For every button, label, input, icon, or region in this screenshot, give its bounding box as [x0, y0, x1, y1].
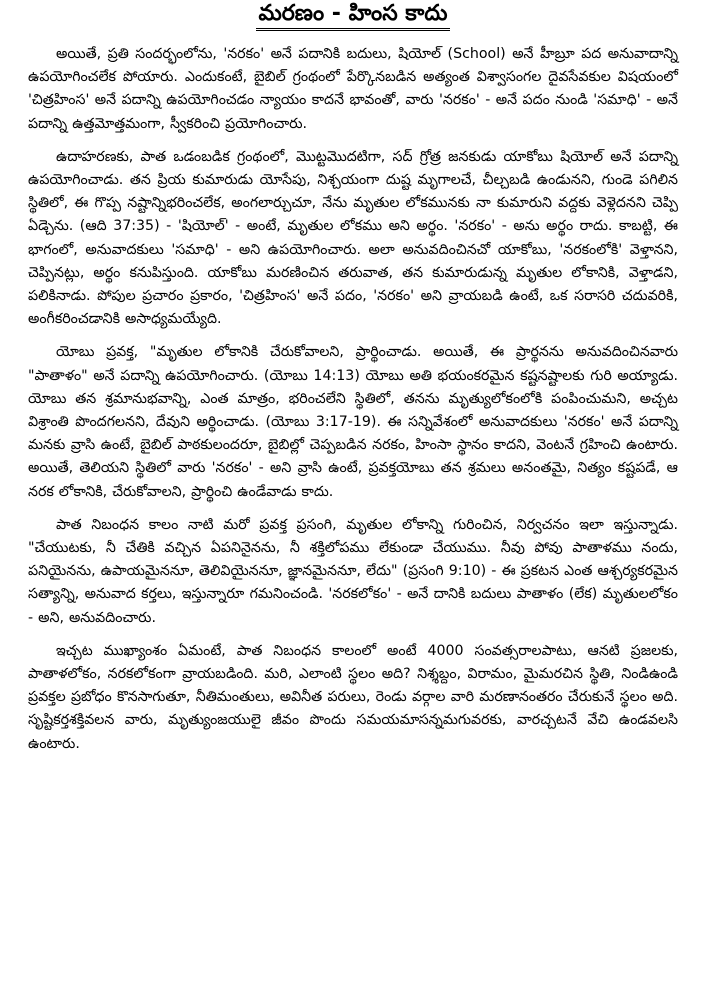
paragraph-1: అయితే, ప్రతి సందర్భంలోను, 'నరకం' అనే పదానికి బదులు, షియోల్ (School) అనే హీబ్రూ పద అనువాదాన్ని ఉపయోగించలేక పోయారు. ఎందుకంటే, బైబిల్ గ్రంథంలో పేర్కొనబడిన అత్యంత విశ్వాసంగల దైవసేవకుల విషయంలో 'చిత్రహింస' అనే పదాన్ని ఉపయోగించడం న్యాయం కాదనే భావంతో, వారు 'నరకం' - అనే పదం నుండి 'సమాధి' - అనే పదాన్ని ఉత్తమోత్తమంగా, స్వీకరించి ప్రయోగించారు.	[28, 46, 678, 132]
document-title: మరణం - హింస కాదు	[256, 1, 449, 31]
paragraph-5: ఇచ్చట ముఖ్యాంశం ఏమంటే, పాత నిబంధన కాలంలో అంటే 4000 సంవత్సరాలపాటు, ఆనటి ప్రజలకు, పాతాళలోకం, నరకలోకంగా వ్రాయబడింది. మరి, ఎలాంటి స్థలం అది? నిశ్శబ్దం, విరామం, మైమరచిన స్థితి, నిండిఉండి ప్రవక్తల ప్రబోధం కొనసాగుతూ, నీతిమంతులు, అవినీత పరులు, రెండు వర్గాల వారి మరణానంతరం చేరుకునే స్థలం అది. సృష్టికర్తశక్తివలన వారు, మృత్యుంజయులై జీవం పొందు సమయమాసన్నమగువరకు, వారచ్చటనే వేచి ఉండవలసి ఉంటారు.	[28, 642, 678, 752]
paragraph-2: ఉదాహరణకు, పాత ఒడంబడిక గ్రంథంలో, మొట్టమొదటిగా, సద్ గ్రోత్ర జనకుడు యాకోబు షియోల్ అనే పదాన్ని ఉపయోగించాడు. తన ప్రియ కుమారుడు యోసేపు, నిశ్చయంగా దుష్ట మృగాలచే, చీల్చబడి ఉండునని, గుండె పగిలిన స్థితిలో, ఈ గొప్ప నష్టాన్నిభరించలేక, అంగలార్చుచూ, నేను మృతుల లోకమునకు నా కుమారుని వద్దకు వెళ్లెదనని చెప్పి ఏడ్చెను. (ఆది 37:35) - 'షియోల్' - అంటే, మృతుల లోకము అని అర్థం. 'నరకం' - అను అర్థం రాదు. కాబట్టి, ఈ భాగంలో, అనువాదకులు 'సమాధి' - అని ఉపయోగించారు. అలా అనువదించినచో యాకోబు, 'నరకంలోకి' వెళ్తానని, చెప్పినట్లు, అర్థం కనుపిస్తుంది. యాకోబు మరణించిన తరువాత, తన కుమారుడున్న మృతుల లోకానికి, వెళ్తాడని, పలికినాడు. పోపుల ప్రచారం ప్రకారం, 'చిత్రహింస' అనే పదం, 'నరకం' అని వ్రాయబడి ఉంటే, ఒక సరాసరి చదువరికి, అంగీకరించడానికి అసాధ్యమయ్యేది.	[28, 148, 678, 328]
paragraph-4: పాత నిబంధన కాలం నాటి మరో ప్రవక్త ప్రసంగి, మృతుల లోకాన్ని గురించిన, నిర్వచనం ఇలా ఇస్తున్నాడు. "చేయుటకు, నీ చేతికి వచ్చిన ఏపనినైనను, నీ శక్తిలోపము లేకుండా చేయుము. నీవు పోవు పాతాళము నందు, పనియైనను, ఉపాయమైననూ, తెలివియైననూ, జ్ఞానమైననూ, లేదు" (ప్రసంగి 9:10) - ఈ ప్రకటన ఎంత ఆశ్చర్యకరమైన సత్యాన్ని, అనువాద కర్తలు, ఇస్తున్నారూ గమనించండి. 'నరకలోకం' - అనే దానికి బదులు పాతాళం (లేక) మృతులలోకం - అని, అనువదించారు.	[28, 516, 678, 626]
paragraph-3: యోబు ప్రవక్త, "మృతుల లోకానికి చేరుకోవాలని, ప్రార్థించాడు. అయితే, ఈ ప్రార్థనను అనువదించినవారు "పాతాళం" అనే పదాన్ని ఉపయోగించారు. (యోబు 14:13) యోబు అతి భయంకరమైన కష్టనష్టాలకు గురి అయ్యాడు. యోబు తన శ్రమానుభవాన్ని, ఎంత మాత్రం, భరించలేని స్థితిలో, తనను మృత్యులోకంలోకి పంపించుమని, అచ్చట విశ్రాంతి పొందగలనని, దేవుని అర్థించాడు. (యోబు 3:17-19). ఈ సన్నివేశంలో అనువాదకులు 'నరకం' అనే పదాన్ని మనకు వ్రాసి ఉంటే, బైబిల్ పాఠకులందరూ, బైబిల్లో చెప్పబడిన నరకం, హింసా స్థానం కాదని, వెంటనే గ్రహించి ఉంటారు. అయితే, తెలియని స్థితిలో వారు 'నరకం' - అని వ్రాసి ఉంటే, ప్రవక్తయోబు తన శ్రమలు అనంతమై, నిత్యం కష్టపడే, ఆ నరక లోకానికి, చేరుకోవాలని, ప్రార్థించి ఉండేవాడు కాదు.	[28, 344, 678, 500]
title-wrapper	[28, 0, 678, 43]
